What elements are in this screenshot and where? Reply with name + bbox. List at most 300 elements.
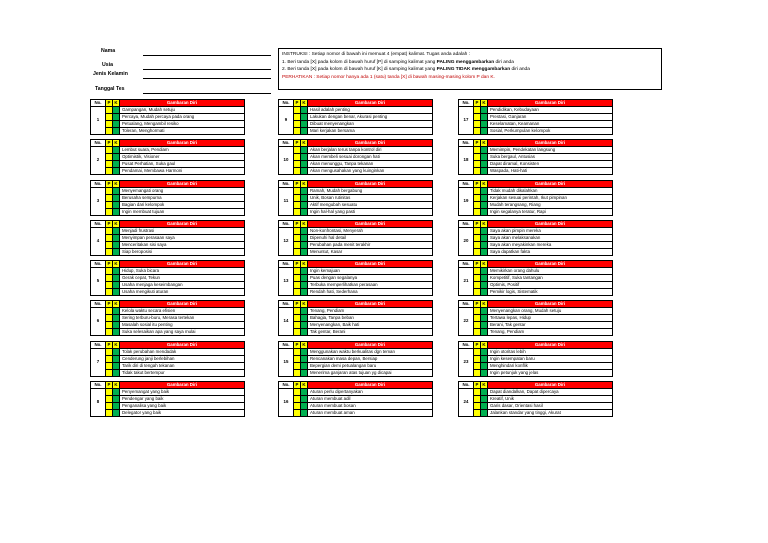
checkbox-k[interactable] — [113, 315, 120, 322]
checkbox-k[interactable] — [113, 228, 120, 235]
checkbox-k[interactable] — [113, 322, 120, 329]
statement: Rendah hati, Sederhana — [308, 289, 433, 296]
checkbox-p[interactable] — [474, 161, 481, 168]
header-k: K — [301, 100, 308, 107]
statement: Menjadi frustrasi — [120, 228, 245, 235]
checkbox-p[interactable] — [474, 235, 481, 242]
header-gambaran-diri: Gambaran Diri — [308, 342, 433, 349]
statement: Aktif mengubah sesuatu — [308, 202, 433, 209]
checkbox-p[interactable] — [474, 389, 481, 396]
checkbox-p[interactable] — [294, 107, 301, 114]
header-no: No. — [459, 100, 474, 107]
checkbox-p[interactable] — [294, 195, 301, 202]
checkbox-k[interactable] — [481, 188, 488, 195]
question-block-23 — [458, 341, 613, 377]
checkbox-p[interactable] — [294, 128, 301, 135]
checkbox-p[interactable] — [106, 161, 113, 168]
checkbox-p[interactable] — [474, 349, 481, 356]
statement: Lakukan dengan benar, Akurasi penting — [308, 114, 433, 121]
checkbox-k[interactable] — [481, 128, 488, 135]
checkbox-k[interactable] — [113, 235, 120, 242]
header-gambaran-diri: Gambaran Diri — [488, 382, 613, 389]
checkbox-k[interactable] — [113, 289, 120, 296]
checkbox-p[interactable] — [474, 268, 481, 275]
checkbox-p[interactable] — [106, 147, 113, 154]
checkbox-k[interactable] — [301, 308, 308, 315]
checkbox-k[interactable] — [113, 195, 120, 202]
checkbox-k[interactable] — [301, 315, 308, 322]
checkbox-k[interactable] — [301, 410, 308, 417]
checkbox-p[interactable] — [474, 370, 481, 377]
checkbox-k[interactable] — [481, 242, 488, 249]
checkbox-p[interactable] — [474, 114, 481, 121]
checkbox-p[interactable] — [106, 282, 113, 289]
question-block-9 — [278, 99, 433, 135]
checkbox-k[interactable] — [481, 349, 488, 356]
checkbox-p[interactable] — [474, 315, 481, 322]
checkbox-k[interactable] — [301, 268, 308, 275]
header-k: K — [113, 140, 120, 147]
checkbox-k[interactable] — [301, 242, 308, 249]
checkbox-k[interactable] — [481, 329, 488, 336]
checkbox-p[interactable] — [294, 235, 301, 242]
checkbox-k[interactable] — [481, 403, 488, 410]
statement: Menerima ganjaran atas tujuan yg dicapai — [308, 370, 433, 377]
checkbox-p[interactable] — [106, 289, 113, 296]
checkbox-p[interactable] — [474, 154, 481, 161]
checkbox-k[interactable] — [113, 389, 120, 396]
question-number: 16 — [279, 389, 294, 417]
checkbox-p[interactable] — [106, 188, 113, 195]
checkbox-k[interactable] — [481, 209, 488, 216]
statement: Terbuka memperlihatkan perasaan — [308, 282, 433, 289]
statement: Hidup, Suka bicara — [120, 268, 245, 275]
header-p: P — [474, 301, 481, 308]
checkbox-p[interactable] — [474, 228, 481, 235]
checkbox-k[interactable] — [301, 329, 308, 336]
checkbox-k[interactable] — [301, 282, 308, 289]
checkbox-k[interactable] — [481, 249, 488, 256]
checkbox-k[interactable] — [481, 275, 488, 282]
checkbox-p[interactable] — [474, 195, 481, 202]
checkbox-p[interactable] — [294, 403, 301, 410]
checkbox-p[interactable] — [474, 188, 481, 195]
checkbox-k[interactable] — [301, 114, 308, 121]
checkbox-k[interactable] — [113, 410, 120, 417]
checkbox-k[interactable] — [481, 282, 488, 289]
checkbox-p[interactable] — [294, 282, 301, 289]
checkbox-k[interactable] — [481, 235, 488, 242]
checkbox-k[interactable] — [113, 107, 120, 114]
checkbox-k[interactable] — [481, 289, 488, 296]
checkbox-k[interactable] — [301, 322, 308, 329]
checkbox-p[interactable] — [106, 370, 113, 377]
checkbox-p[interactable] — [474, 289, 481, 296]
field-nama[interactable] — [143, 55, 271, 56]
statement: Akan membeli sesuai dorongan hati — [308, 154, 433, 161]
checkbox-p[interactable] — [294, 168, 301, 175]
checkbox-p[interactable] — [294, 154, 301, 161]
checkbox-k[interactable] — [113, 121, 120, 128]
checkbox-p[interactable] — [474, 107, 481, 114]
header-no: No. — [459, 181, 474, 188]
checkbox-k[interactable] — [113, 363, 120, 370]
statement: Tolak perubahan mendadak — [120, 349, 245, 356]
checkbox-k[interactable] — [113, 249, 120, 256]
header-k: K — [113, 100, 120, 107]
statement: Petualang, Mengambil resiko — [120, 121, 245, 128]
checkbox-p[interactable] — [106, 209, 113, 216]
checkbox-k[interactable] — [301, 161, 308, 168]
checkbox-p[interactable] — [474, 410, 481, 417]
checkbox-k[interactable] — [113, 209, 120, 216]
checkbox-k[interactable] — [113, 188, 120, 195]
question-block-19 — [458, 180, 613, 216]
checkbox-k[interactable] — [301, 209, 308, 216]
instruction-line-1: INSTRUKSI : Setiap nomor di bawah ini memuat 4 (empat) kalimat. Tugas anda adalah : — [282, 52, 470, 57]
checkbox-k[interactable] — [301, 403, 308, 410]
checkbox-p[interactable] — [474, 168, 481, 175]
checkbox-k[interactable] — [301, 275, 308, 282]
statement: Kompetitif, Suka tantangan — [488, 275, 613, 282]
checkbox-k[interactable] — [113, 268, 120, 275]
header-gambaran-diri: Gambaran Diri — [120, 301, 245, 308]
statement: Perubahan pada menit terakhir — [308, 242, 433, 249]
header-p: P — [294, 382, 301, 389]
checkbox-k[interactable] — [301, 235, 308, 242]
checkbox-p[interactable] — [474, 242, 481, 249]
checkbox-p[interactable] — [106, 410, 113, 417]
checkbox-k[interactable] — [301, 356, 308, 363]
header-no: No. — [91, 140, 106, 147]
checkbox-k[interactable] — [113, 349, 120, 356]
checkbox-k[interactable] — [481, 161, 488, 168]
statement: Tertawa lepas, Hidup — [488, 315, 613, 322]
statement: Akan berjalan terus tanpa kontrol diri — [308, 147, 433, 154]
header-no: No. — [459, 261, 474, 268]
header-p: P — [294, 342, 301, 349]
checkbox-p[interactable] — [474, 396, 481, 403]
checkbox-p[interactable] — [106, 308, 113, 315]
checkbox-k[interactable] — [481, 396, 488, 403]
checkbox-k[interactable] — [113, 308, 120, 315]
checkbox-k[interactable] — [301, 128, 308, 135]
checkbox-k[interactable] — [113, 242, 120, 249]
checkbox-p[interactable] — [474, 308, 481, 315]
checkbox-p[interactable] — [294, 370, 301, 377]
checkbox-k[interactable] — [301, 202, 308, 209]
checkbox-p[interactable] — [106, 242, 113, 249]
checkbox-p[interactable] — [294, 389, 301, 396]
question-number: 11 — [279, 188, 294, 216]
checkbox-k[interactable] — [481, 147, 488, 154]
header-no: No. — [279, 140, 294, 147]
header-k: K — [481, 140, 488, 147]
checkbox-k[interactable] — [113, 275, 120, 282]
header-gambaran-diri: Gambaran Diri — [120, 140, 245, 147]
checkbox-p[interactable] — [294, 114, 301, 121]
checkbox-p[interactable] — [106, 403, 113, 410]
checkbox-p[interactable] — [106, 168, 113, 175]
checkbox-p[interactable] — [474, 363, 481, 370]
checkbox-k[interactable] — [481, 370, 488, 377]
header-k: K — [113, 181, 120, 188]
checkbox-k[interactable] — [481, 410, 488, 417]
statement: Menceritakan sisi saya — [120, 242, 245, 249]
checkbox-k[interactable] — [481, 363, 488, 370]
checkbox-p[interactable] — [106, 195, 113, 202]
checkbox-p[interactable] — [294, 275, 301, 282]
statement: Tak gentar, Berani — [308, 329, 433, 336]
checkbox-k[interactable] — [481, 389, 488, 396]
instruction-line-3: 2. Beri tanda [X] pada kolom di bawah huruf [K] di samping kalimat yang PALING TIDAK menggambarkan diri anda — [282, 67, 530, 73]
checkbox-k[interactable] — [113, 329, 120, 336]
checkbox-p[interactable] — [106, 363, 113, 370]
checkbox-p[interactable] — [474, 322, 481, 329]
checkbox-k[interactable] — [113, 396, 120, 403]
checkbox-k[interactable] — [301, 370, 308, 377]
checkbox-k[interactable] — [301, 107, 308, 114]
header-gambaran-diri: Gambaran Diri — [120, 221, 245, 228]
header-gambaran-diri: Gambaran Diri — [308, 261, 433, 268]
statement: Memikirkan orang dahulu — [488, 268, 613, 275]
statement: Pendidikan, Kebudayaan — [488, 107, 613, 114]
checkbox-k[interactable] — [113, 356, 120, 363]
checkbox-p[interactable] — [106, 268, 113, 275]
checkbox-k[interactable] — [301, 396, 308, 403]
checkbox-k[interactable] — [113, 202, 120, 209]
statement: Tidak takut bertempur — [120, 370, 245, 377]
statement: Ingin petunjuk yang jelas — [488, 370, 613, 377]
checkbox-p[interactable] — [106, 396, 113, 403]
question-block-6 — [90, 300, 245, 336]
checkbox-p[interactable] — [474, 356, 481, 363]
statement: Optimistik, Visioner — [120, 154, 245, 161]
statement: Suka bergaul, Antusias — [488, 154, 613, 161]
checkbox-p[interactable] — [106, 128, 113, 135]
header-no: No. — [91, 181, 106, 188]
header-gambaran-diri: Gambaran Diri — [488, 181, 613, 188]
question-number: 19 — [459, 188, 474, 216]
checkbox-k[interactable] — [301, 121, 308, 128]
checkbox-p[interactable] — [294, 322, 301, 329]
checkbox-p[interactable] — [294, 315, 301, 322]
checkbox-p[interactable] — [294, 308, 301, 315]
checkbox-p[interactable] — [294, 202, 301, 209]
checkbox-p[interactable] — [474, 202, 481, 209]
checkbox-k[interactable] — [113, 370, 120, 377]
checkbox-p[interactable] — [294, 228, 301, 235]
checkbox-p[interactable] — [294, 188, 301, 195]
checkbox-p[interactable] — [106, 356, 113, 363]
question-number: 4 — [91, 228, 106, 256]
question-number: 3 — [91, 188, 106, 216]
statement: Aturan membuat bosan — [308, 403, 433, 410]
checkbox-k[interactable] — [301, 228, 308, 235]
header-no: No. — [91, 261, 106, 268]
header-gambaran-diri: Gambaran Diri — [488, 100, 613, 107]
question-block-24 — [458, 381, 613, 417]
header-k: K — [481, 382, 488, 389]
checkbox-k[interactable] — [301, 349, 308, 356]
header-k: K — [301, 221, 308, 228]
field-jenis-kelamin[interactable] — [143, 78, 271, 79]
checkbox-k[interactable] — [113, 154, 120, 161]
checkbox-p[interactable] — [474, 275, 481, 282]
field-usia[interactable] — [143, 69, 271, 70]
checkbox-p[interactable] — [294, 147, 301, 154]
statement: Saya akan pimpin mereka — [488, 228, 613, 235]
checkbox-k[interactable] — [481, 356, 488, 363]
checkbox-p[interactable] — [106, 154, 113, 161]
checkbox-k[interactable] — [481, 322, 488, 329]
statement: Memimpin, Pendekatan langsung — [488, 147, 613, 154]
checkbox-k[interactable] — [481, 168, 488, 175]
checkbox-k[interactable] — [481, 195, 488, 202]
header-no: No. — [279, 301, 294, 308]
checkbox-p[interactable] — [294, 363, 301, 370]
statement: Penyemangat yang baik — [120, 389, 245, 396]
statement: Prestasi, Ganjaran — [488, 114, 613, 121]
checkbox-p[interactable] — [294, 410, 301, 417]
checkbox-k[interactable] — [481, 308, 488, 315]
checkbox-p[interactable] — [474, 249, 481, 256]
header-no: No. — [279, 342, 294, 349]
checkbox-p[interactable] — [474, 282, 481, 289]
statement: Tidak mudah dikalahkan — [488, 188, 613, 195]
checkbox-p[interactable] — [106, 228, 113, 235]
checkbox-p[interactable] — [474, 209, 481, 216]
checkbox-k[interactable] — [113, 161, 120, 168]
checkbox-k[interactable] — [301, 195, 308, 202]
question-number: 14 — [279, 308, 294, 336]
checkbox-k[interactable] — [301, 188, 308, 195]
checkbox-p[interactable] — [106, 107, 113, 114]
checkbox-k[interactable] — [481, 121, 488, 128]
statement: Pusat Perhatian, Suka gaul — [120, 161, 245, 168]
header-gambaran-diri: Gambaran Diri — [120, 181, 245, 188]
statement: Penganalisa yang baik — [120, 403, 245, 410]
header-p: P — [294, 181, 301, 188]
question-block-12 — [278, 220, 433, 256]
checkbox-p[interactable] — [294, 356, 301, 363]
checkbox-k[interactable] — [481, 228, 488, 235]
question-number: 15 — [279, 349, 294, 377]
checkbox-p[interactable] — [474, 403, 481, 410]
statement: Non-konfrontasi, Menyerah — [308, 228, 433, 235]
checkbox-k[interactable] — [301, 289, 308, 296]
statement: Pendamai, Membawa Harmoni — [120, 168, 245, 175]
checkbox-k[interactable] — [301, 389, 308, 396]
checkbox-p[interactable] — [474, 147, 481, 154]
checkbox-p[interactable] — [474, 329, 481, 336]
checkbox-p[interactable] — [294, 242, 301, 249]
checkbox-k[interactable] — [301, 168, 308, 175]
checkbox-p[interactable] — [106, 389, 113, 396]
statement: Dapat diandalkan, Dapat dipercaya — [488, 389, 613, 396]
header-gambaran-diri: Gambaran Diri — [308, 221, 433, 228]
checkbox-k[interactable] — [301, 249, 308, 256]
checkbox-p[interactable] — [294, 209, 301, 216]
question-number: 13 — [279, 268, 294, 296]
header-k: K — [113, 261, 120, 268]
checkbox-k[interactable] — [481, 114, 488, 121]
checkbox-p[interactable] — [474, 121, 481, 128]
question-block-2 — [90, 139, 245, 175]
statement: Akan menunggu, Tanpa tekanan — [308, 161, 433, 168]
checkbox-p[interactable] — [474, 128, 481, 135]
header-p: P — [294, 261, 301, 268]
statement: Menuntut, Kasar — [308, 249, 433, 256]
header-no: No. — [459, 342, 474, 349]
question-number: 10 — [279, 147, 294, 175]
checkbox-p[interactable] — [294, 268, 301, 275]
question-block-3 — [90, 180, 245, 216]
header-k: K — [301, 301, 308, 308]
checkbox-k[interactable] — [481, 154, 488, 161]
checkbox-k[interactable] — [113, 282, 120, 289]
checkbox-p[interactable] — [294, 349, 301, 356]
checkbox-p[interactable] — [106, 329, 113, 336]
header-k: K — [113, 301, 120, 308]
statement: Usaha mengikuti aturan — [120, 289, 245, 296]
checkbox-p[interactable] — [294, 249, 301, 256]
checkbox-p[interactable] — [294, 289, 301, 296]
checkbox-p[interactable] — [106, 349, 113, 356]
checkbox-k[interactable] — [113, 403, 120, 410]
header-no: No. — [91, 342, 106, 349]
checkbox-k[interactable] — [301, 147, 308, 154]
checkbox-k[interactable] — [481, 268, 488, 275]
statement: Keselamatan, Keamanan — [488, 121, 613, 128]
header-k: K — [113, 221, 120, 228]
question-number: 1 — [91, 107, 106, 135]
header-no: No. — [459, 221, 474, 228]
statement: Akan mengusahakan yang kuinginkan — [308, 168, 433, 175]
checkbox-k[interactable] — [113, 114, 120, 121]
checkbox-p[interactable] — [106, 121, 113, 128]
checkbox-p[interactable] — [106, 275, 113, 282]
checkbox-k[interactable] — [481, 202, 488, 209]
checkbox-k[interactable] — [113, 147, 120, 154]
question-number: 8 — [91, 389, 106, 417]
checkbox-p[interactable] — [106, 249, 113, 256]
checkbox-p[interactable] — [294, 121, 301, 128]
checkbox-k[interactable] — [301, 154, 308, 161]
field-tanggal-tes[interactable] — [143, 93, 271, 94]
checkbox-k[interactable] — [113, 128, 120, 135]
checkbox-p[interactable] — [106, 235, 113, 242]
checkbox-p[interactable] — [294, 161, 301, 168]
checkbox-k[interactable] — [481, 315, 488, 322]
question-number: 12 — [279, 228, 294, 256]
checkbox-k[interactable] — [113, 168, 120, 175]
checkbox-k[interactable] — [481, 107, 488, 114]
label-usia: Usia — [102, 62, 113, 68]
checkbox-p[interactable] — [106, 114, 113, 121]
header-p: P — [106, 382, 113, 389]
statement: Ingin kesempatan baru — [488, 356, 613, 363]
checkbox-p[interactable] — [106, 322, 113, 329]
checkbox-p[interactable] — [294, 396, 301, 403]
checkbox-k[interactable] — [301, 363, 308, 370]
question-number: 17 — [459, 107, 474, 135]
checkbox-p[interactable] — [106, 202, 113, 209]
header-k: K — [301, 181, 308, 188]
checkbox-p[interactable] — [294, 329, 301, 336]
checkbox-p[interactable] — [106, 315, 113, 322]
statement: Usaha menjaga keseimbangan — [120, 282, 245, 289]
